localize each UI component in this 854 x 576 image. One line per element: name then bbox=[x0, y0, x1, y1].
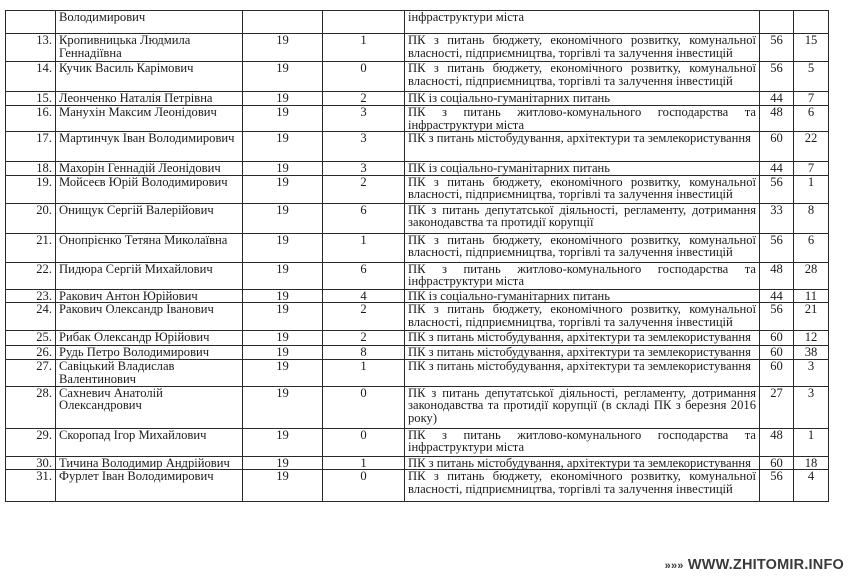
total-meetings: 19 bbox=[243, 92, 323, 106]
table-row bbox=[6, 456, 829, 470]
total-meetings: 19 bbox=[243, 132, 323, 162]
row-number: 17. bbox=[6, 132, 56, 162]
row-number bbox=[6, 11, 56, 34]
row-number: 20. bbox=[6, 203, 56, 233]
total-meetings: 19 bbox=[243, 162, 323, 176]
votes-total: 44 bbox=[760, 162, 794, 176]
votes-total: 48 bbox=[760, 262, 794, 289]
votes-missed: 6 bbox=[794, 233, 829, 262]
row-number: 27. bbox=[6, 360, 56, 386]
deputy-name: Ракович Олександр Іванович bbox=[56, 303, 243, 331]
commission-name: ПК з питань депутатської діяльності, регламенту, дотримання законодавства та протидії корупції bbox=[405, 203, 760, 233]
deputy-name: Мойсеєв Юрій Володимирович bbox=[56, 175, 243, 203]
commission-name: ПК із соціально-гуманітарних питань bbox=[405, 162, 760, 176]
total-meetings: 19 bbox=[243, 360, 323, 386]
table-row bbox=[6, 34, 829, 62]
votes-total: 48 bbox=[760, 106, 794, 132]
total-meetings: 19 bbox=[243, 233, 323, 262]
votes-missed: 22 bbox=[794, 132, 829, 162]
commission-name: ПК з питань бюджету, економічного розвитку, комунальної власності, підприємництва, торгівлі та залучення інвестицій bbox=[405, 34, 760, 62]
commission-name: ПК з питань бюджету, економічного розвитку, комунальної власності, підприємництва, торгівлі та залучення інвестицій bbox=[405, 62, 760, 92]
votes-missed: 4 bbox=[794, 470, 829, 502]
total-meetings: 19 bbox=[243, 106, 323, 132]
missed-meetings: 0 bbox=[323, 62, 405, 92]
row-number: 22. bbox=[6, 262, 56, 289]
missed-meetings: 3 bbox=[323, 132, 405, 162]
votes-missed bbox=[794, 11, 829, 34]
row-number: 28. bbox=[6, 386, 56, 428]
total-meetings: 19 bbox=[243, 428, 323, 456]
table-row bbox=[6, 331, 829, 346]
watermark-text: WWW.ZHITOMIR.INFO bbox=[687, 557, 844, 573]
table-row bbox=[6, 92, 829, 106]
missed-meetings: 4 bbox=[323, 289, 405, 303]
votes-total: 56 bbox=[760, 34, 794, 62]
deputy-name: Онопрієнко Тетяна Миколаївна bbox=[56, 233, 243, 262]
total-meetings: 19 bbox=[243, 331, 323, 346]
deputy-name: Леонченко Наталія Петрівна bbox=[56, 92, 243, 106]
missed-meetings: 0 bbox=[323, 428, 405, 456]
commission-name: ПК з питань містобудування, архітектури та землекористування bbox=[405, 456, 760, 470]
total-meetings: 19 bbox=[243, 346, 323, 360]
missed-meetings: 6 bbox=[323, 203, 405, 233]
table-row bbox=[6, 346, 829, 360]
total-meetings bbox=[243, 11, 323, 34]
votes-total: 56 bbox=[760, 470, 794, 502]
commission-name: ПК з питань житлово-комунального господарства та інфраструктури міста bbox=[405, 262, 760, 289]
row-number: 15. bbox=[6, 92, 56, 106]
votes-total: 44 bbox=[760, 92, 794, 106]
commission-name: ПК з питань житлово-комунального господарства та інфраструктури міста bbox=[405, 428, 760, 456]
row-number: 29. bbox=[6, 428, 56, 456]
row-number: 23. bbox=[6, 289, 56, 303]
row-number: 31. bbox=[6, 470, 56, 502]
votes-total bbox=[760, 11, 794, 34]
table-row bbox=[6, 289, 829, 303]
votes-missed: 28 bbox=[794, 262, 829, 289]
votes-total: 27 bbox=[760, 386, 794, 428]
votes-total: 60 bbox=[760, 456, 794, 470]
missed-meetings: 6 bbox=[323, 262, 405, 289]
missed-meetings: 0 bbox=[323, 386, 405, 428]
votes-total: 33 bbox=[760, 203, 794, 233]
missed-meetings bbox=[323, 11, 405, 34]
table-row bbox=[6, 203, 829, 233]
commission-name: ПК із соціально-гуманітарних питань bbox=[405, 92, 760, 106]
missed-meetings: 2 bbox=[323, 175, 405, 203]
table-row bbox=[6, 303, 829, 331]
row-number: 14. bbox=[6, 62, 56, 92]
votes-total: 56 bbox=[760, 233, 794, 262]
table-row bbox=[6, 386, 829, 428]
table-row bbox=[6, 11, 829, 34]
total-meetings: 19 bbox=[243, 456, 323, 470]
deputy-name: Ракович Антон Юрійович bbox=[56, 289, 243, 303]
votes-total: 48 bbox=[760, 428, 794, 456]
commission-name: ПК з питань містобудування, архітектури та землекористування bbox=[405, 360, 760, 386]
deputy-name: Мартинчук Іван Володимирович bbox=[56, 132, 243, 162]
table-row bbox=[6, 62, 829, 92]
missed-meetings: 3 bbox=[323, 162, 405, 176]
table-row bbox=[6, 132, 829, 162]
votes-total: 60 bbox=[760, 360, 794, 386]
row-number: 24. bbox=[6, 303, 56, 331]
table-row bbox=[6, 175, 829, 203]
deputy-name: Сахневич Анатолій Олександрович bbox=[56, 386, 243, 428]
votes-total: 44 bbox=[760, 289, 794, 303]
deputy-name: Фурлет Іван Володимирович bbox=[56, 470, 243, 502]
votes-total: 60 bbox=[760, 132, 794, 162]
commission-name: ПК з питань депутатської діяльності, регламенту, дотримання законодавства та протидії корупції (в складі ПК з березня 2016 року) bbox=[405, 386, 760, 428]
row-number: 18. bbox=[6, 162, 56, 176]
commission-name: ПК з питань бюджету, економічного розвитку, комунальної власності, підприємництва, торгівлі та залучення інвестицій bbox=[405, 175, 760, 203]
votes-total: 56 bbox=[760, 303, 794, 331]
missed-meetings: 1 bbox=[323, 34, 405, 62]
total-meetings: 19 bbox=[243, 62, 323, 92]
total-meetings: 19 bbox=[243, 175, 323, 203]
total-meetings: 19 bbox=[243, 203, 323, 233]
table-row bbox=[6, 360, 829, 386]
votes-missed: 7 bbox=[794, 92, 829, 106]
table-row bbox=[6, 428, 829, 456]
deputy-name: Кропивницька Людмила Геннадіївна bbox=[56, 34, 243, 62]
total-meetings: 19 bbox=[243, 289, 323, 303]
total-meetings: 19 bbox=[243, 303, 323, 331]
votes-total: 56 bbox=[760, 175, 794, 203]
votes-missed: 6 bbox=[794, 106, 829, 132]
total-meetings: 19 bbox=[243, 262, 323, 289]
commission-name: ПК з питань бюджету, економічного розвитку, комунальної власності, підприємництва, торгівлі та залучення інвестицій bbox=[405, 303, 760, 331]
commission-name: ПК з питань бюджету, економічного розвитку, комунальної власності, підприємництва, торгівлі та залучення інвестицій bbox=[405, 470, 760, 502]
row-number: 19. bbox=[6, 175, 56, 203]
row-number: 16. bbox=[6, 106, 56, 132]
deputy-name: Володимирович bbox=[56, 11, 243, 34]
table-row bbox=[6, 233, 829, 262]
deputy-name: Рибак Олександр Юрійович bbox=[56, 331, 243, 346]
votes-missed: 8 bbox=[794, 203, 829, 233]
deputy-name: Скоропад Ігор Михайлович bbox=[56, 428, 243, 456]
votes-missed: 3 bbox=[794, 360, 829, 386]
missed-meetings: 2 bbox=[323, 303, 405, 331]
deputy-name: Тичина Володимир Андрійович bbox=[56, 456, 243, 470]
deputies-table bbox=[5, 10, 829, 502]
votes-missed: 15 bbox=[794, 34, 829, 62]
commission-name: ПК з питань містобудування, архітектури та землекористування bbox=[405, 346, 760, 360]
missed-meetings: 3 bbox=[323, 106, 405, 132]
commission-name: ПК з питань містобудування, архітектури та землекористування bbox=[405, 132, 760, 162]
votes-total: 60 bbox=[760, 331, 794, 346]
deputy-name: Махорін Геннадій Леонідович bbox=[56, 162, 243, 176]
votes-missed: 7 bbox=[794, 162, 829, 176]
missed-meetings: 0 bbox=[323, 470, 405, 502]
row-number: 30. bbox=[6, 456, 56, 470]
missed-meetings: 1 bbox=[323, 233, 405, 262]
row-number: 13. bbox=[6, 34, 56, 62]
commission-name: ПК з питань містобудування, архітектури та землекористування bbox=[405, 331, 760, 346]
votes-missed: 1 bbox=[794, 175, 829, 203]
deputy-name: Онищук Сергій Валерійович bbox=[56, 203, 243, 233]
row-number: 25. bbox=[6, 331, 56, 346]
deputy-name: Манухін Максим Леонідович bbox=[56, 106, 243, 132]
votes-missed: 38 bbox=[794, 346, 829, 360]
total-meetings: 19 bbox=[243, 386, 323, 428]
missed-meetings: 1 bbox=[323, 360, 405, 386]
missed-meetings: 2 bbox=[323, 331, 405, 346]
table-row bbox=[6, 162, 829, 176]
deputy-name: Пидюра Сергій Михайлович bbox=[56, 262, 243, 289]
votes-missed: 18 bbox=[794, 456, 829, 470]
votes-total: 56 bbox=[760, 62, 794, 92]
votes-missed: 5 bbox=[794, 62, 829, 92]
watermark-arrows: »»» bbox=[664, 560, 684, 572]
votes-missed: 3 bbox=[794, 386, 829, 428]
missed-meetings: 8 bbox=[323, 346, 405, 360]
deputy-name: Кучик Василь Карімович bbox=[56, 62, 243, 92]
missed-meetings: 2 bbox=[323, 92, 405, 106]
commission-name: ПК з питань бюджету, економічного розвитку, комунальної власності, підприємництва, торгівлі та залучення інвестицій bbox=[405, 233, 760, 262]
row-number: 26. bbox=[6, 346, 56, 360]
total-meetings: 19 bbox=[243, 470, 323, 502]
missed-meetings: 1 bbox=[323, 456, 405, 470]
commission-name: ПК з питань житлово-комунального господарства та інфраструктури міста bbox=[405, 106, 760, 132]
votes-missed: 11 bbox=[794, 289, 829, 303]
watermark bbox=[665, 557, 844, 573]
votes-missed: 12 bbox=[794, 331, 829, 346]
table-row bbox=[6, 106, 829, 132]
commission-name: ПК із соціально-гуманітарних питань bbox=[405, 289, 760, 303]
deputy-name: Савіцький Владислав Валентинович bbox=[56, 360, 243, 386]
total-meetings: 19 bbox=[243, 34, 323, 62]
table-row bbox=[6, 470, 829, 502]
row-number: 21. bbox=[6, 233, 56, 262]
table-row bbox=[6, 262, 829, 289]
votes-total: 60 bbox=[760, 346, 794, 360]
deputy-name: Рудь Петро Володимирович bbox=[56, 346, 243, 360]
votes-missed: 21 bbox=[794, 303, 829, 331]
commission-name: інфраструктури міста bbox=[405, 11, 760, 34]
votes-missed: 1 bbox=[794, 428, 829, 456]
